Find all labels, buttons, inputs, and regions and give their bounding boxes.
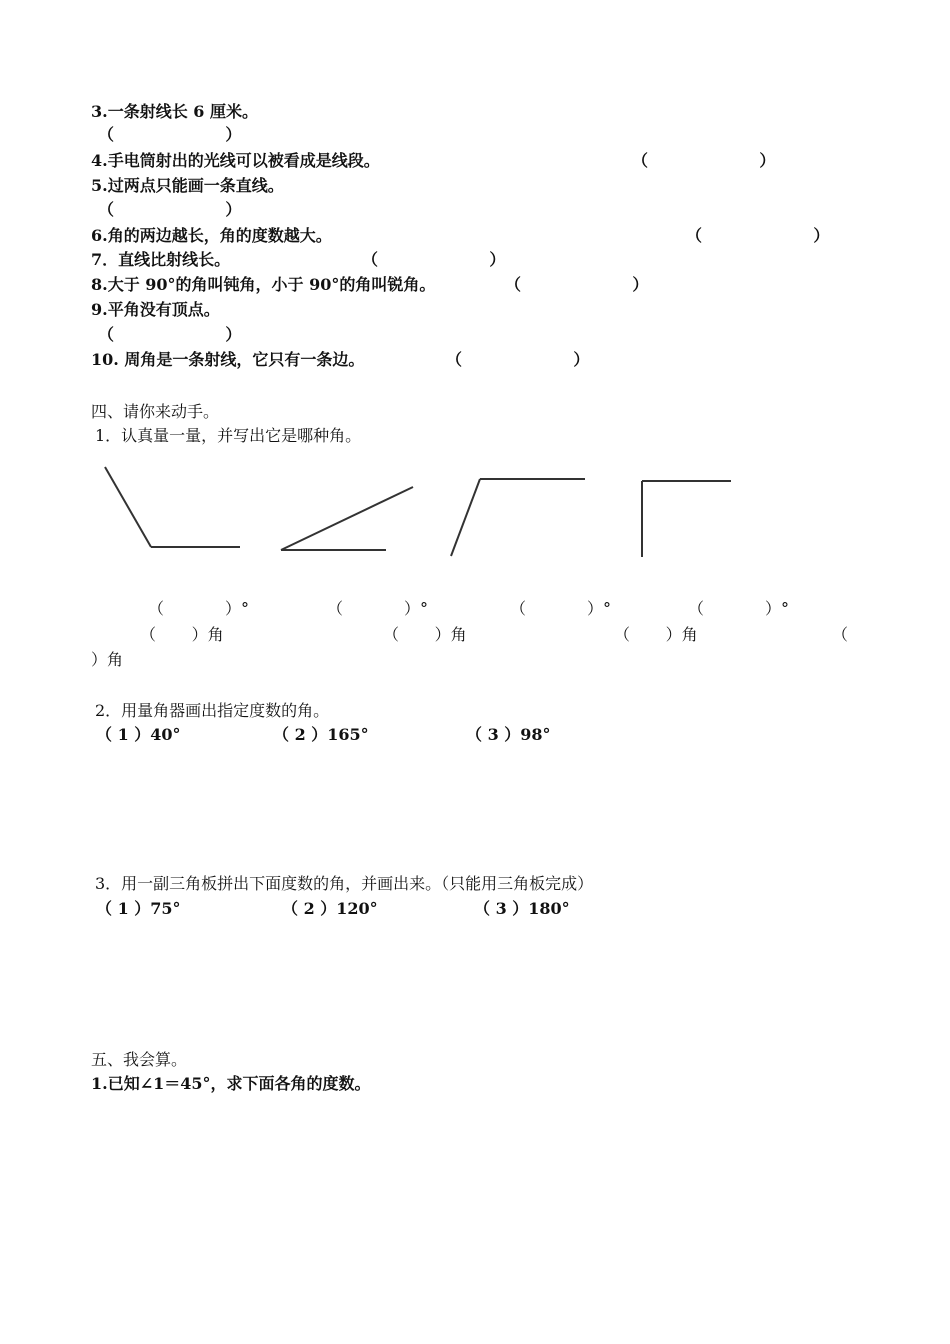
type-blank-1[interactable]: （ ）角 [140, 625, 224, 644]
judge-item-4: 4.手电筒射出的光线可以被看成是线段。 [91, 151, 380, 170]
section-4-question-3: 3．用一副三角板拼出下面度数的角，并画出来。（只能用三角板完成） [95, 874, 594, 893]
section-5-question-1: 1.已知∠1＝45°，求下面各角的度数。 [91, 1074, 371, 1093]
judge-item-10: 10. 周角是一条射线，它只有一条边。 [91, 350, 365, 369]
degree-blank-3[interactable]: （ ）° [510, 599, 612, 618]
judge-item-7: 7．直线比射线长。 [91, 250, 231, 269]
judge-item-8: 8.大于 90°的角叫钝角，小于 90°的角叫锐角。 [91, 275, 436, 294]
type-blank-4-close: ）角 [91, 650, 124, 669]
judge-answer-blank-6[interactable]: （ ） [686, 226, 830, 245]
angle-figure-obtuse [105, 467, 240, 547]
degree-blank-1[interactable]: （ ）° [148, 599, 250, 618]
degree-blank-2[interactable]: （ ）° [327, 599, 429, 618]
section-4-question-2: 2．用量角器画出指定度数的角。 [95, 701, 330, 720]
type-blank-3[interactable]: （ ）角 [614, 625, 698, 644]
angle-figure-acute-open [451, 479, 585, 556]
judge-item-9: 9.平角没有顶点。 [91, 300, 220, 319]
judge-item-6: 6.角的两边越长，角的度数越大。 [91, 226, 332, 245]
type-blank-4-open[interactable]: （ [832, 625, 849, 644]
q2-item-1: （ 1 ）40° [96, 725, 181, 744]
type-blank-2[interactable]: （ ）角 [383, 625, 467, 644]
q3-item-3: （ 3 ）180° [474, 899, 570, 918]
judge-item-3: 3.一条射线长 6 厘米。 [91, 102, 258, 121]
judge-answer-blank-5[interactable]: （ ） [98, 200, 242, 219]
judge-answer-blank-10[interactable]: （ ） [446, 350, 590, 369]
section-5-heading: 五、我会算。 [91, 1050, 188, 1069]
q3-item-1: （ 1 ）75° [96, 899, 181, 918]
section-4-question-1: 1．认真量一量，并写出它是哪种角。 [95, 426, 362, 445]
section-4-heading: 四、请你来动手。 [91, 402, 220, 421]
judge-answer-blank-8[interactable]: （ ） [505, 275, 649, 294]
degree-blank-4[interactable]: （ ）° [688, 599, 790, 618]
judge-item-5: 5.过两点只能画一条直线。 [91, 176, 284, 195]
q3-item-2: （ 2 ）120° [282, 899, 378, 918]
angle-figure-acute [281, 487, 413, 550]
judge-answer-blank-7[interactable]: （ ） [362, 250, 506, 269]
judge-answer-blank-3[interactable]: （ ） [98, 125, 242, 144]
q2-item-2: （ 2 ）165° [273, 725, 369, 744]
judge-answer-blank-9[interactable]: （ ） [98, 325, 242, 344]
judge-answer-blank-4[interactable]: （ ） [632, 151, 776, 170]
q2-item-3: （ 3 ）98° [466, 725, 551, 744]
angle-figure-right [642, 481, 731, 557]
